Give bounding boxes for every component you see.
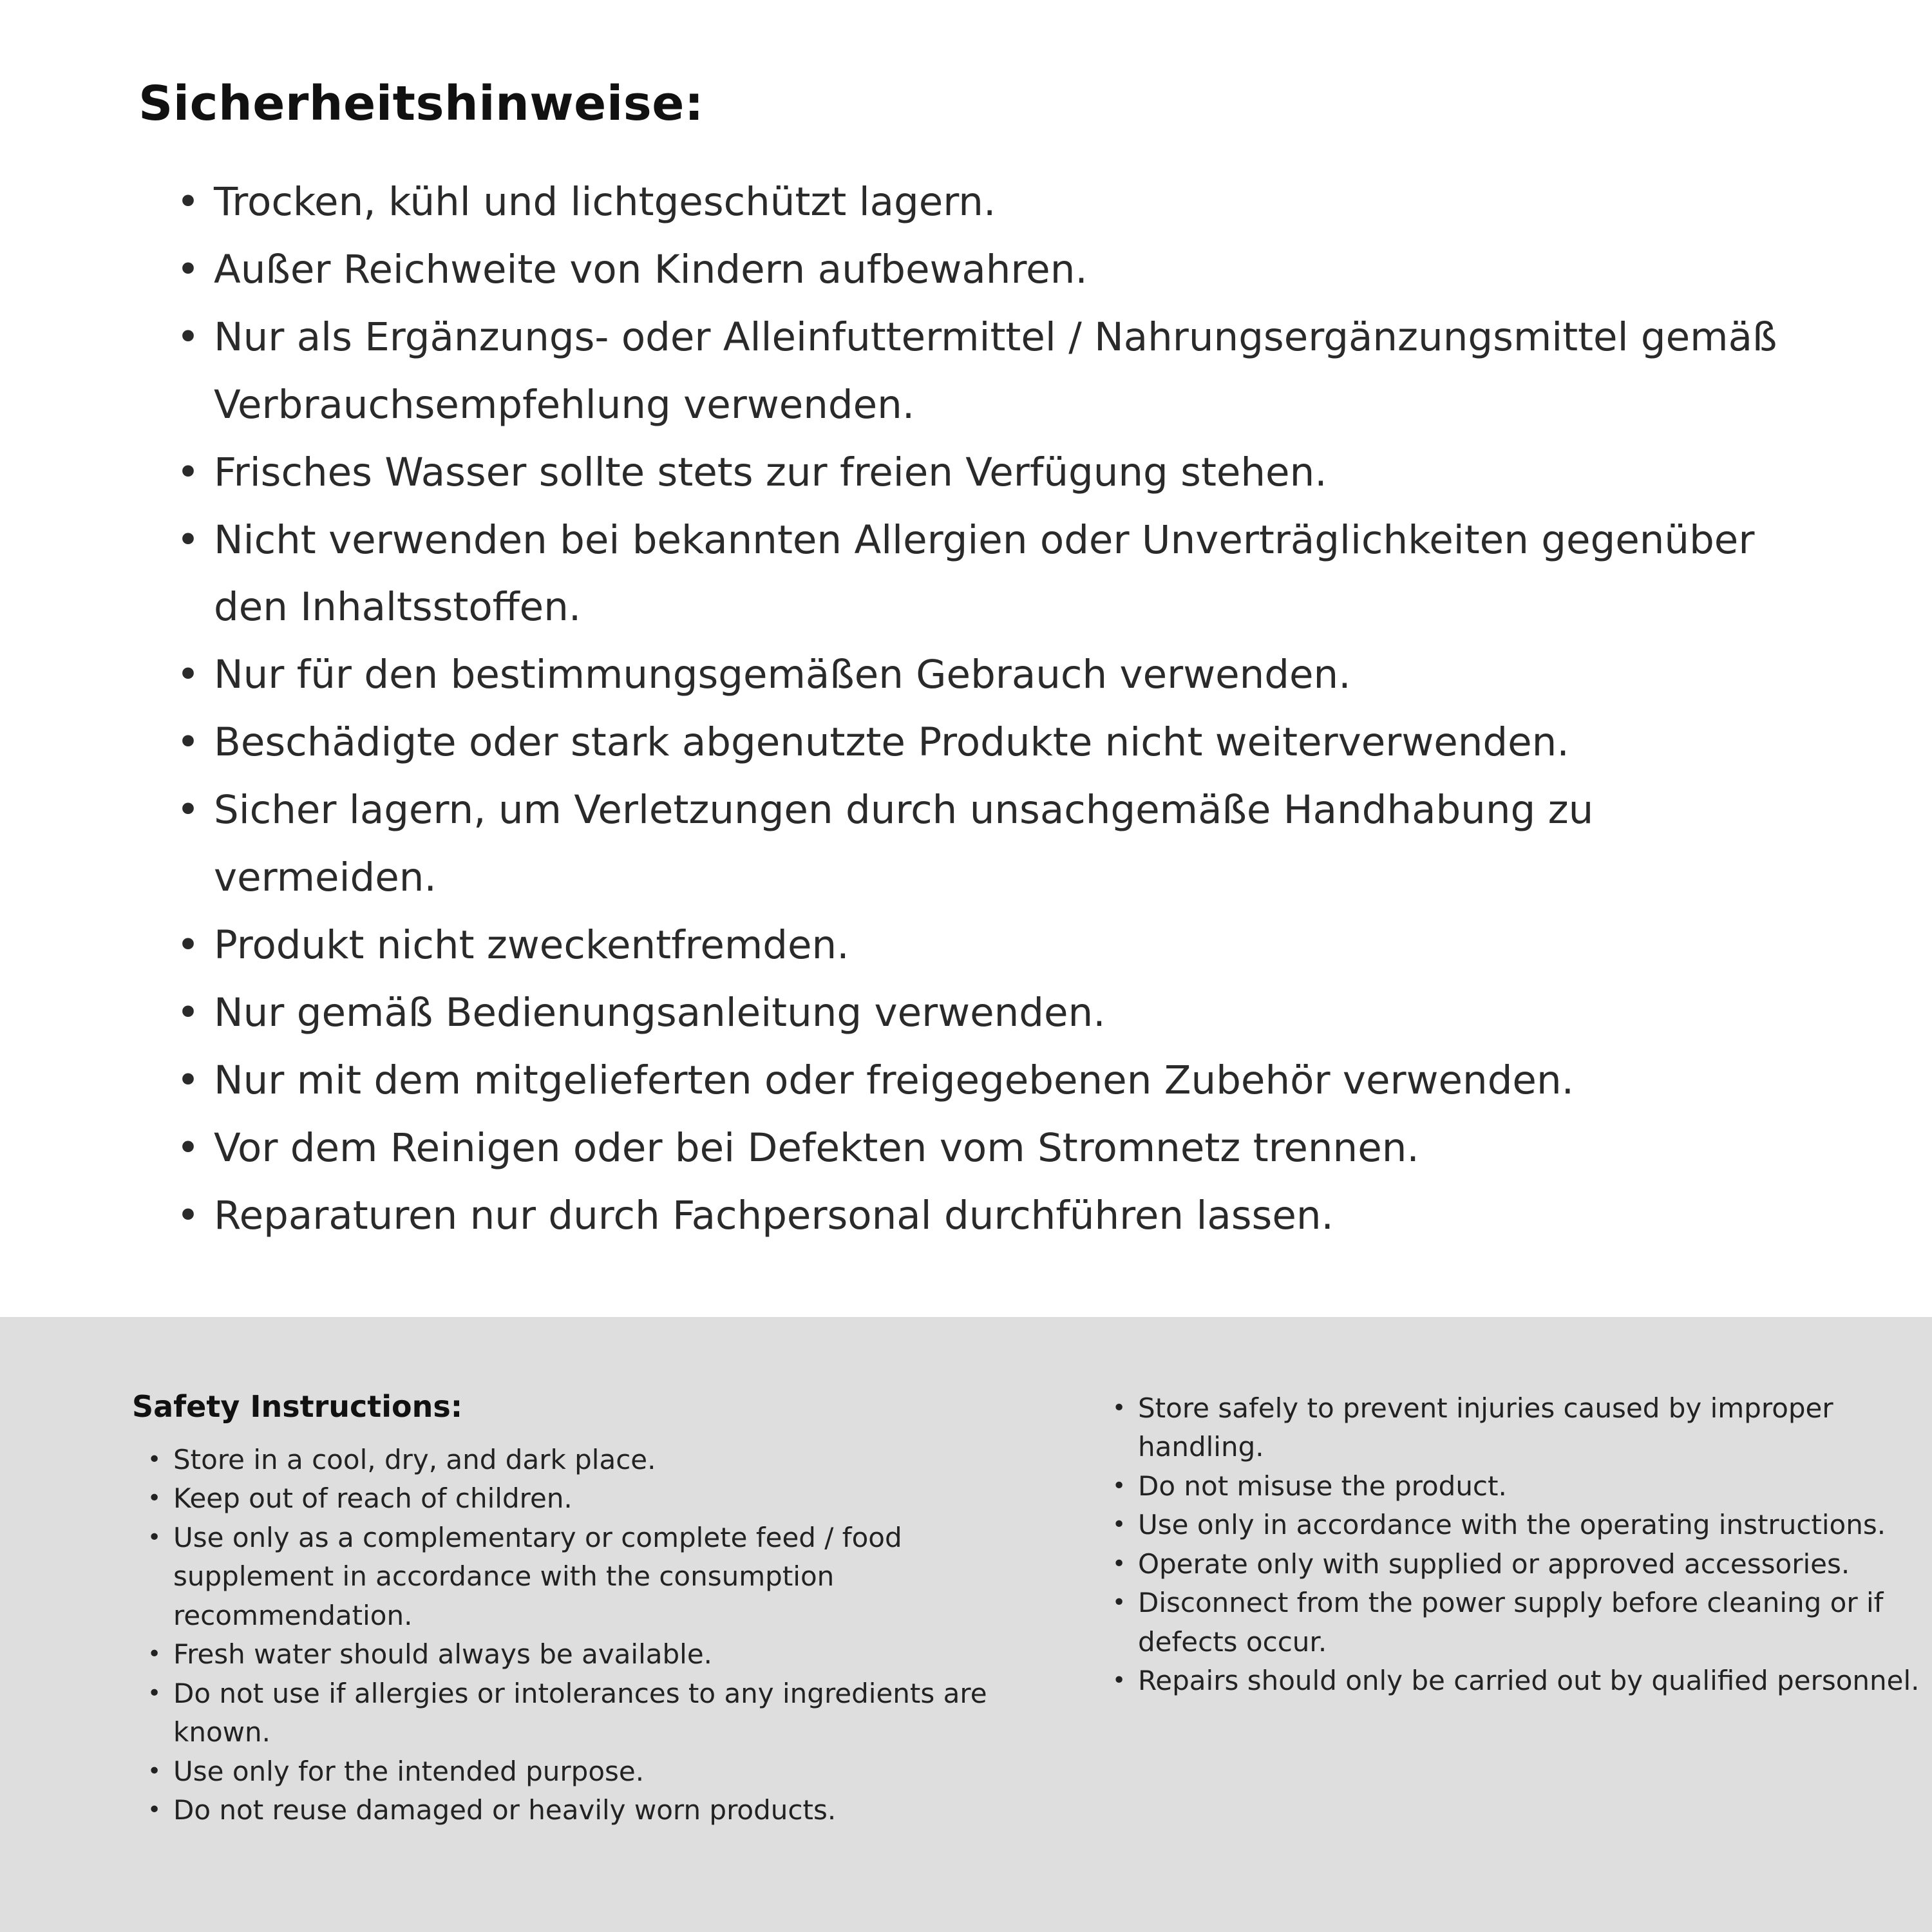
english-safety-list-left xyxy=(146,1441,1034,1830)
list-item: • Außer Reichweite von Kindern aufbewahren. xyxy=(174,236,1816,304)
list-item: • Use only in accordance with the operating instructions. xyxy=(1111,1506,1932,1544)
english-safety-section xyxy=(0,1317,1932,1932)
list-item: • Do not reuse damaged or heavily worn products. xyxy=(146,1791,1034,1830)
list-item: • Fresh water should always be available. xyxy=(146,1635,1034,1674)
list-item: • Do not use if allergies or intolerances to any ingredients are known. xyxy=(146,1674,1034,1752)
list-item: • Reparaturen nur durch Fachpersonal durchführen lassen. xyxy=(174,1182,1816,1250)
list-item: • Nicht verwenden bei bekannten Allergien oder Unverträglichkeiten gegenüber den Inhaltsstoffen. xyxy=(174,507,1816,642)
list-item: • Keep out of reach of children. xyxy=(146,1479,1034,1518)
list-item: • Store in a cool, dry, and dark place. xyxy=(146,1441,1034,1479)
english-column-left xyxy=(132,1389,1034,1830)
list-item: • Nur gemäß Bedienungsanleitung verwenden. xyxy=(174,980,1816,1047)
list-item: • Produkt nicht zweckentfremden. xyxy=(174,912,1816,980)
list-item: • Frisches Wasser sollte stets zur freien Verfügung stehen. xyxy=(174,439,1816,507)
list-item: • Nur für den bestimmungsgemäßen Gebrauch verwenden. xyxy=(174,641,1816,709)
list-item: • Operate only with supplied or approved accessories. xyxy=(1111,1545,1932,1584)
list-item: • Do not misuse the product. xyxy=(1111,1467,1932,1506)
english-safety-list-right xyxy=(1111,1389,1932,1701)
list-item: • Nur mit dem mitgelieferten oder freigegebenen Zubehör verwenden. xyxy=(174,1047,1816,1115)
list-item: • Nur als Ergänzungs- oder Alleinfuttermittel / Nahrungsergänzungsmittel gemäß Verbrauchsempfehlung verwenden. xyxy=(174,304,1816,439)
list-item: • Use only as a complementary or complete feed / food supplement in accordance with the consumption recommendation. xyxy=(146,1519,1034,1635)
list-item: • Trocken, kühl und lichtgeschützt lagern. xyxy=(174,169,1816,236)
page-title: Sicherheitshinweise: xyxy=(138,76,705,131)
english-columns xyxy=(132,1389,1920,1830)
list-item: • Beschädigte oder stark abgenutzte Produkte nicht weiterverwenden. xyxy=(174,709,1816,777)
english-column-right xyxy=(1111,1389,1932,1830)
list-item: • Use only for the intended purpose. xyxy=(146,1752,1034,1791)
list-item: • Repairs should only be carried out by qualified personnel. xyxy=(1111,1662,1932,1700)
english-title: Safety Instructions: xyxy=(132,1389,463,1424)
list-item: • Sicher lagern, um Verletzungen durch unsachgemäße Handhabung zu vermeiden. xyxy=(174,777,1816,912)
german-safety-list xyxy=(174,169,1816,1250)
list-item: • Vor dem Reinigen oder bei Defekten vom Stromnetz trennen. xyxy=(174,1115,1816,1182)
list-item: • Disconnect from the power supply before cleaning or if defects occur. xyxy=(1111,1584,1932,1662)
list-item: • Store safely to prevent injuries caused by improper handling. xyxy=(1111,1389,1932,1467)
